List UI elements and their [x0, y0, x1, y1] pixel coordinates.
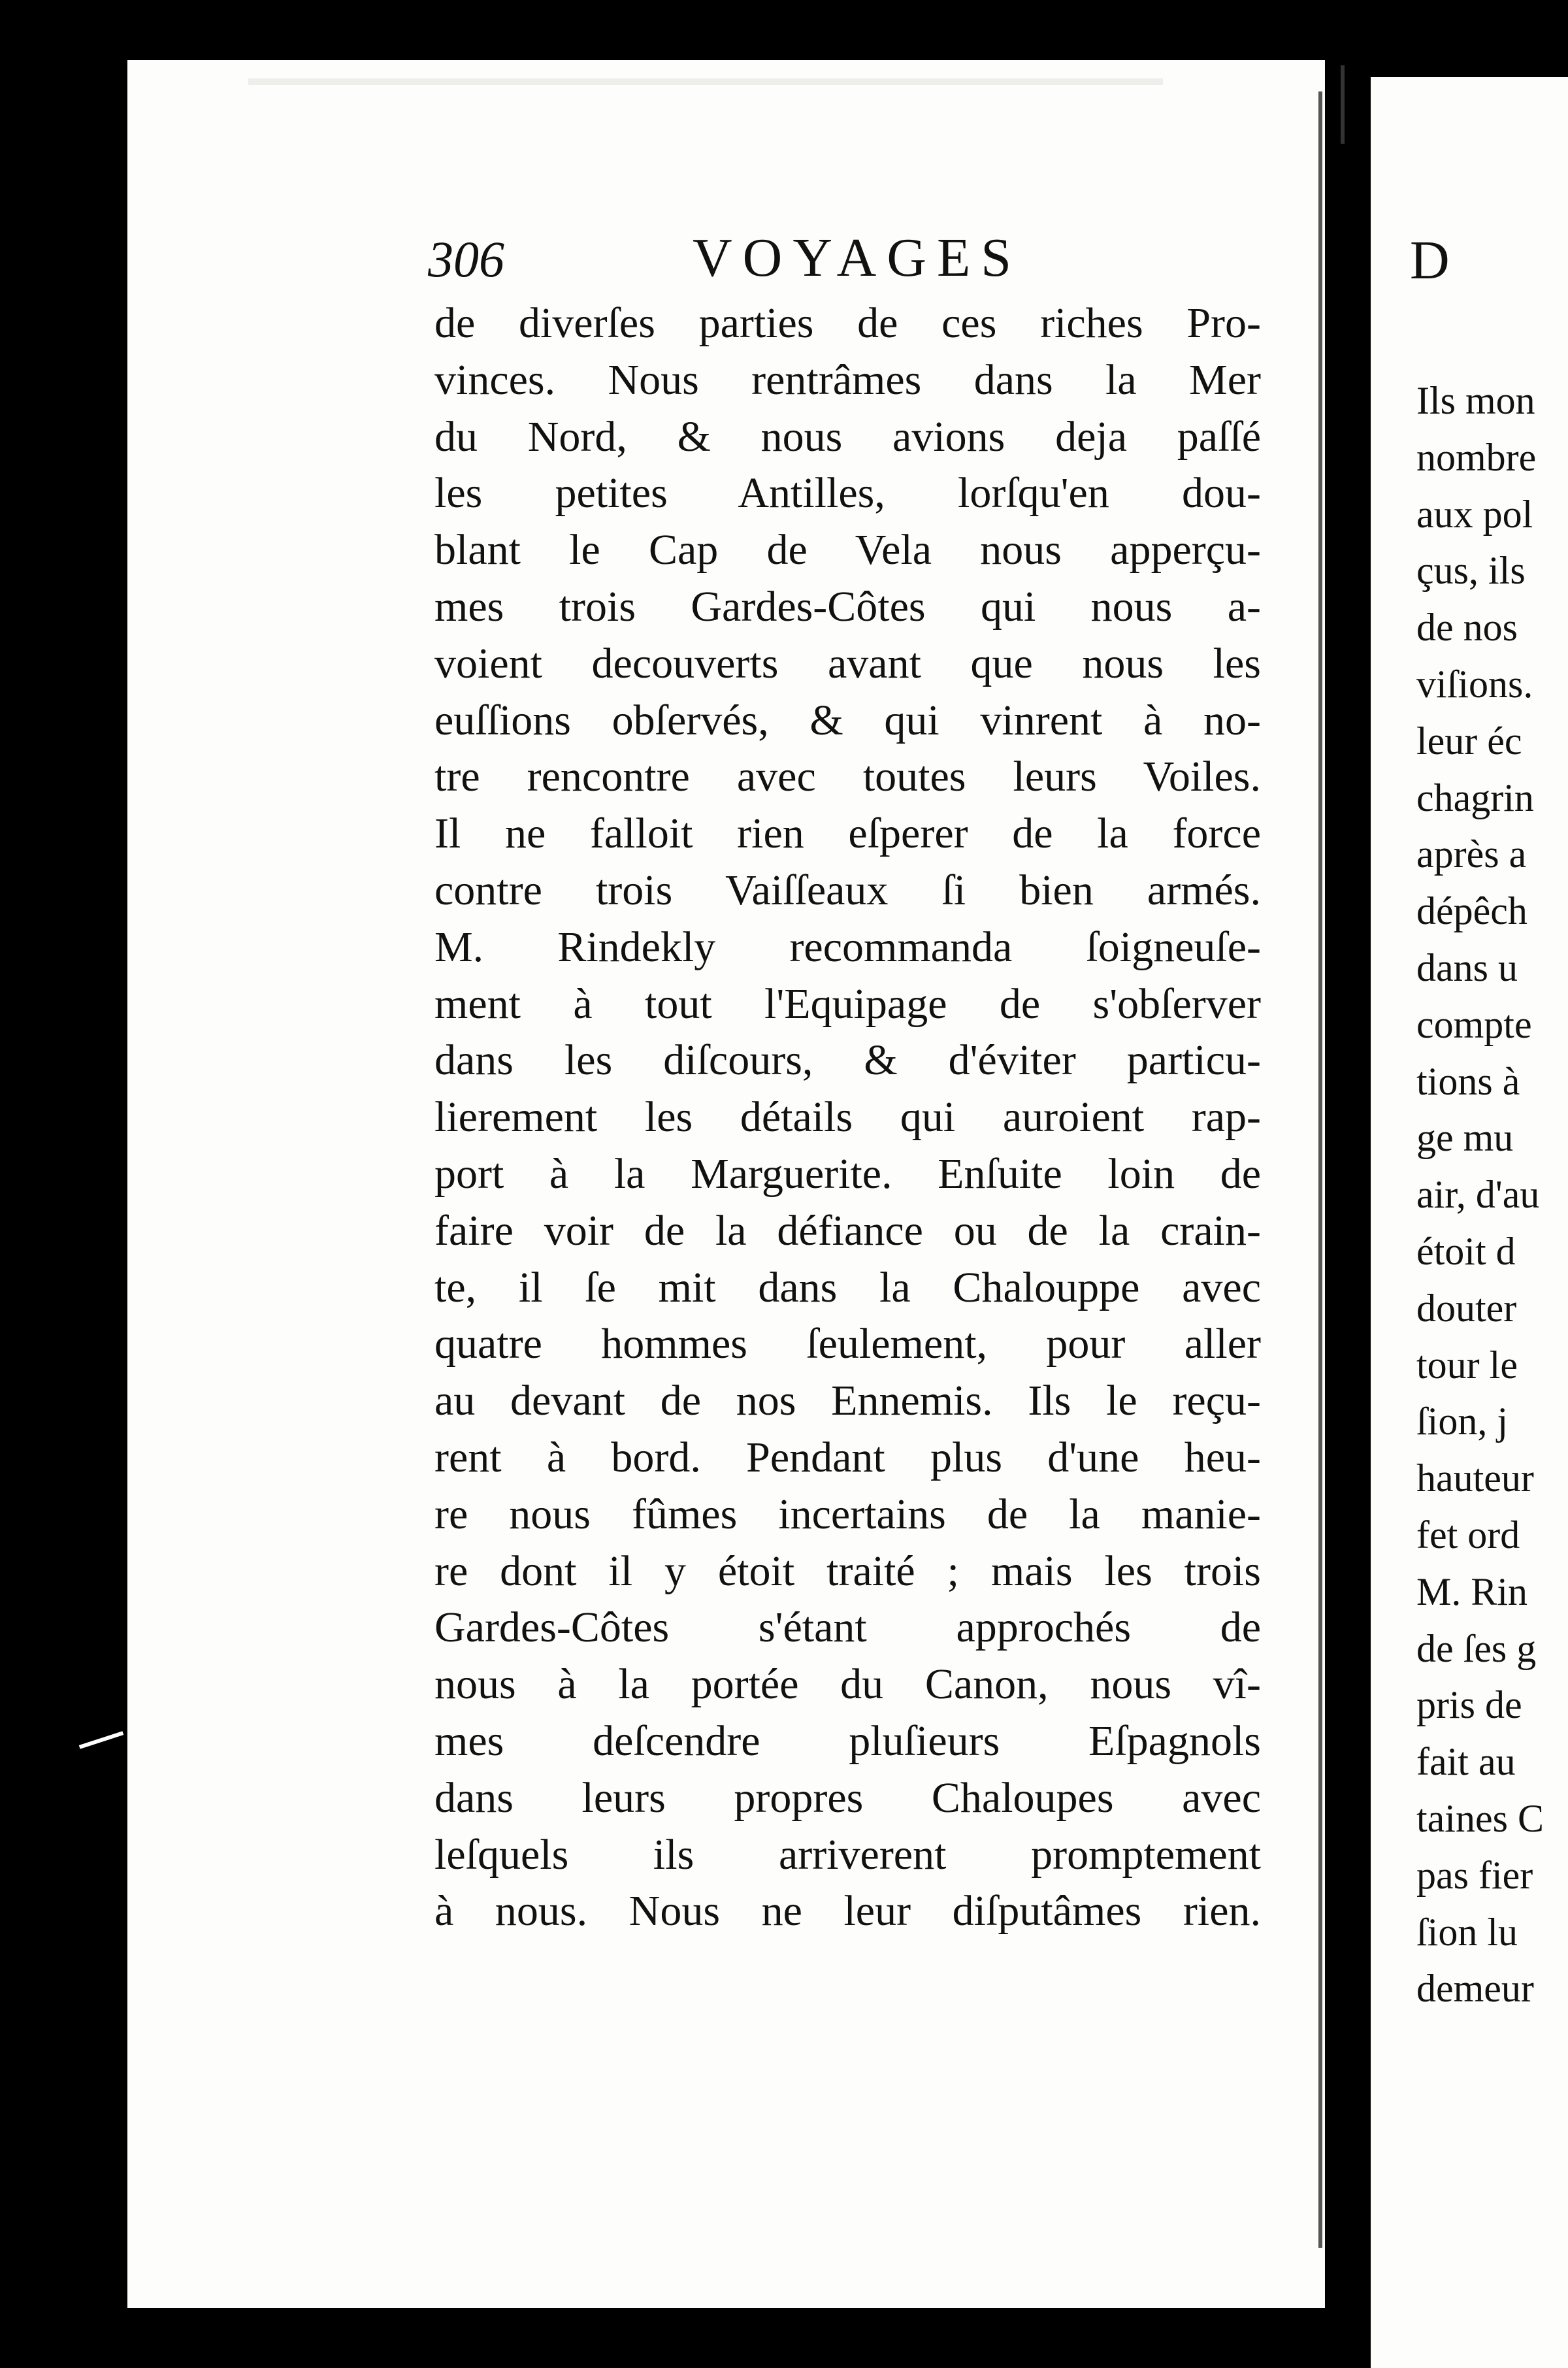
text-line: Gardes-Côtes s'étant approchés de [434, 1603, 1261, 1652]
text-line: Il ne falloit rien eſperer de la force [434, 810, 1261, 858]
text-line: dans les diſcours, & d'éviter particu- [434, 1036, 1261, 1085]
facing-text-line: pris de [1416, 1683, 1522, 1727]
text-line: faire voir de la défiance ou de la crain- [434, 1206, 1261, 1255]
text-line: M. Rindekly recommanda ſoigneuſe- [434, 923, 1261, 971]
gutter-mark [1341, 65, 1345, 144]
text-line: du Nord, & nous avions deja paſſé [434, 412, 1261, 461]
body-text [434, 295, 1261, 1940]
facing-text-line: leur éc [1416, 719, 1522, 763]
text-line: les petites Antilles, lorſqu'en dou- [434, 469, 1261, 518]
facing-text-line: douter [1416, 1286, 1517, 1330]
text-line: contre trois Vaiſſeaux ſi bien armés. [434, 866, 1261, 914]
facing-text-line: de nos [1416, 606, 1518, 650]
text-line: ment à tout l'Equipage de s'obſerver [434, 979, 1261, 1028]
text-line: voient decouverts avant que nous les [434, 639, 1261, 687]
text-line: mes trois Gardes-Côtes qui nous a- [434, 582, 1261, 631]
text-line: te, il ſe mit dans la Chalouppe avec [434, 1263, 1261, 1311]
facing-text-line: viſions. [1416, 662, 1533, 706]
right-page [1371, 77, 1568, 2368]
facing-text-line: compte [1416, 1002, 1532, 1046]
text-line: leſquels ils arriverent promptement [434, 1830, 1261, 1879]
facing-text-line: Ils mon [1416, 379, 1535, 422]
facing-page-text [1416, 372, 1544, 2017]
page-number: 306 [428, 231, 504, 288]
facing-text-line: air, d'au [1416, 1173, 1540, 1217]
text-line: de diverſes parties de ces riches Pro- [434, 299, 1261, 347]
text-line: port à la Marguerite. Enſuite loin de [434, 1149, 1261, 1198]
facing-text-line: dépêch [1416, 889, 1527, 933]
text-line: mes deſcendre pluſieurs Eſpagnols [434, 1717, 1261, 1765]
facing-text-line: de ſes g [1416, 1626, 1537, 1670]
text-line: quatre hommes ſeulement, pour aller [434, 1320, 1261, 1368]
facing-text-line: dans u [1416, 946, 1518, 989]
facing-text-line: tour le [1416, 1343, 1518, 1387]
facing-text-line: hauteur [1416, 1456, 1534, 1500]
text-line: vinces. Nous rentrâmes dans la Mer [434, 355, 1261, 404]
text-line: rent à bord. Pendant plus d'une heu- [434, 1433, 1261, 1481]
text-line: euſſions obſervés, & qui vinrent à no- [434, 696, 1261, 744]
text-line: au devant de nos Ennemis. Ils le reçu- [434, 1377, 1261, 1425]
facing-text-line: fait au [1416, 1740, 1516, 1784]
facing-text-line: pas fier [1416, 1853, 1533, 1897]
facing-text-line: étoit d [1416, 1229, 1516, 1273]
facing-page-head: D [1410, 230, 1450, 291]
facing-text-line: nombre [1416, 435, 1537, 479]
page-edge-line [1318, 91, 1322, 2248]
facing-text-line: ſion lu [1416, 1910, 1518, 1954]
text-line: re nous fûmes incertains de la manie- [434, 1490, 1261, 1538]
page-bleed-through [248, 78, 1163, 85]
facing-text-line: ſion, j [1416, 1400, 1509, 1443]
text-line: blant le Cap de Vela nous apperçu- [434, 526, 1261, 574]
text-line: à nous. Nous ne leur diſputâmes rien. [434, 1887, 1261, 1935]
text-line: nous à la portée du Canon, nous vî- [434, 1660, 1261, 1709]
facing-text-line: tions à [1416, 1059, 1520, 1103]
running-head: VOYAGES [693, 227, 1022, 288]
facing-text-line: M. Rin [1416, 1570, 1528, 1613]
facing-text-line: aux pol [1416, 492, 1533, 536]
facing-text-line: demeur [1416, 1967, 1534, 2011]
facing-text-line: chagrin [1416, 776, 1534, 819]
margin-mark [79, 1731, 123, 1749]
page-header [428, 227, 1036, 295]
text-line: tre rencontre avec toutes leurs Voiles. [434, 753, 1261, 801]
facing-text-line: taines C [1416, 1796, 1544, 1840]
facing-text-line: après a [1416, 832, 1527, 876]
text-line: re dont il y étoit traité ; mais les trois [434, 1547, 1261, 1595]
book-gutter [1325, 65, 1371, 2287]
facing-text-line: fet ord [1416, 1513, 1520, 1556]
facing-text-line: çus, ils [1416, 549, 1526, 593]
facing-text-line: ge mu [1416, 1116, 1514, 1160]
text-line: dans leurs propres Chaloupes avec [434, 1773, 1261, 1822]
text-line: lierement les détails qui auroient rap- [434, 1093, 1261, 1142]
